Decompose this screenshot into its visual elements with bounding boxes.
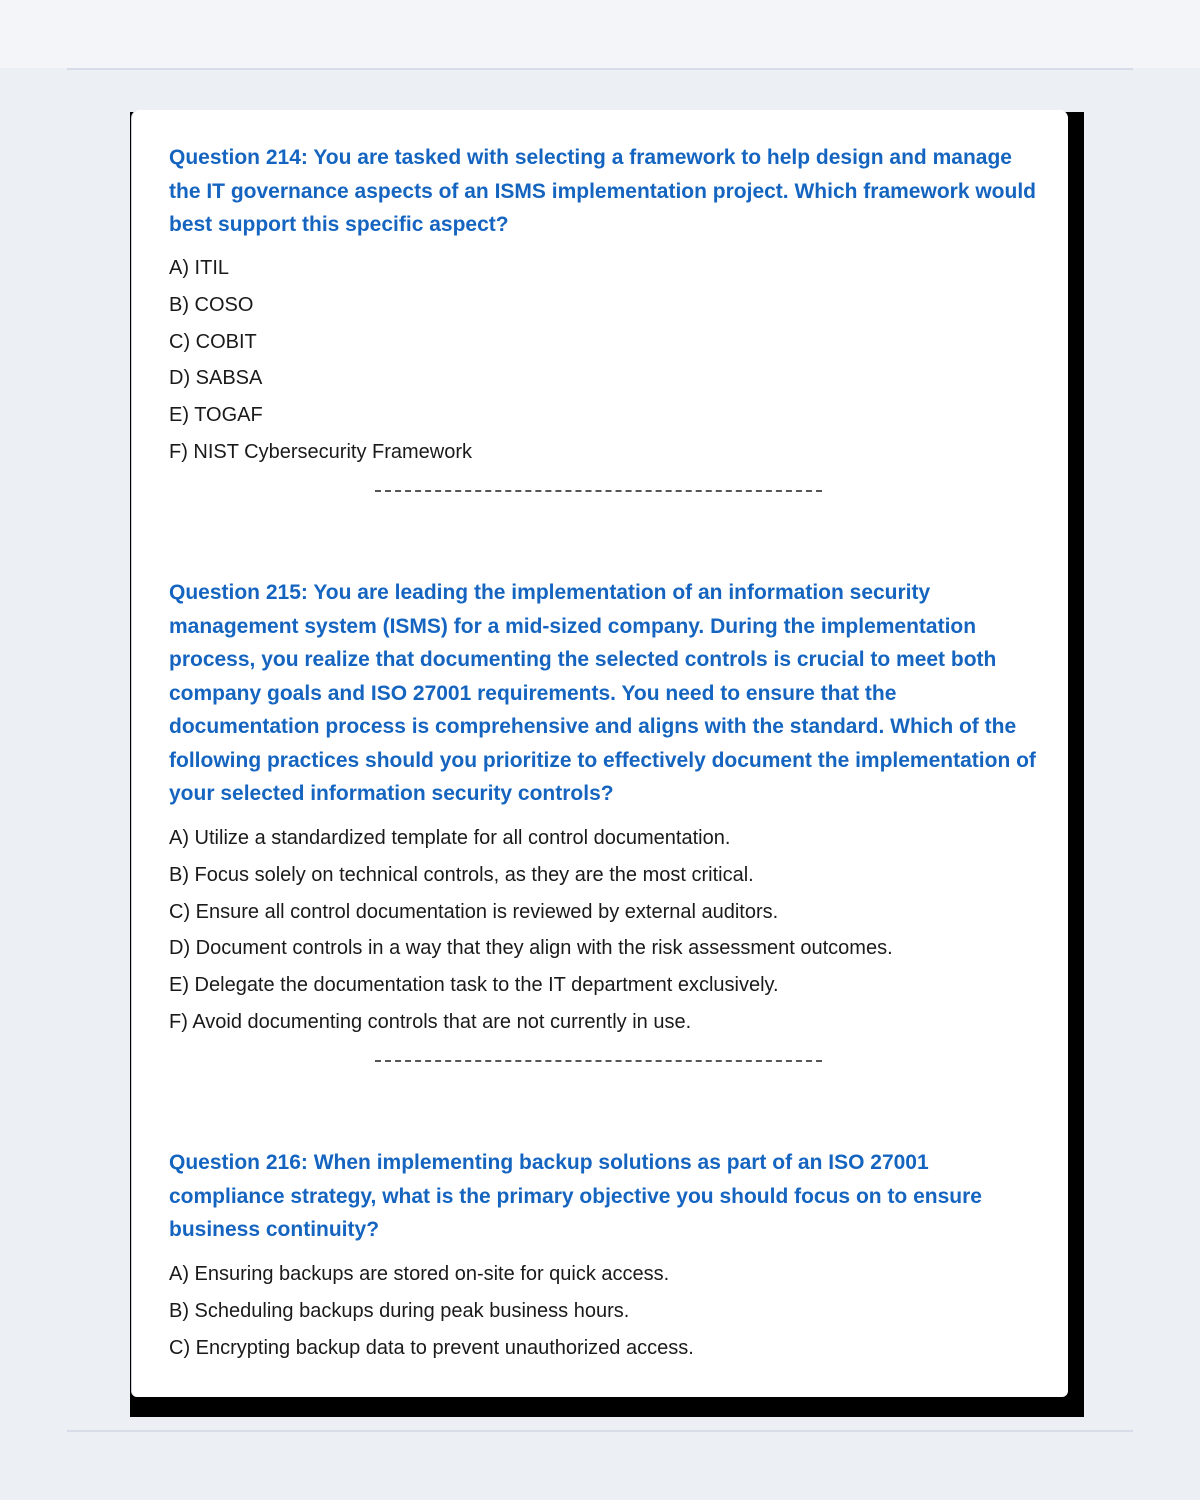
option-item: C) Encrypting backup data to prevent unauthorized access.	[169, 1336, 694, 1359]
option-item: F) NIST Cybersecurity Framework	[169, 440, 473, 463]
option-item: A) ITIL	[169, 257, 230, 279]
question-divider	[375, 490, 822, 492]
option-item: B) COSO	[169, 293, 254, 316]
question-216-text: Question 216: When implementing backup solutions as part of an ISO 27001 compliance strategy, what is the primary objective you should focus on to ensure business continuity?	[169, 1151, 982, 1241]
document-page[interactable]	[131, 110, 1068, 1397]
option-item: D) Document controls in a way that they align with the risk assessment outcomes.	[169, 937, 893, 960]
question-214-text: Question 214: You are tasked with selecting a framework to help design and manage the IT governance aspects of an ISMS implementation project. Which framework would best support this specific aspect?	[169, 146, 1036, 236]
option-item: D) SABSA	[169, 367, 263, 390]
option-item: E) Delegate the documentation task to the IT department exclusively.	[169, 974, 779, 997]
option-item: B) Scheduling backups during peak business hours.	[169, 1299, 630, 1322]
top-rule	[67, 68, 1133, 70]
option-item: A) Ensuring backups are stored on-site for quick access.	[169, 1263, 670, 1285]
option-item: B) Focus solely on technical controls, as they are the most critical.	[169, 863, 754, 886]
option-item: E) TOGAF	[169, 404, 263, 427]
bottom-rule	[67, 1430, 1133, 1432]
option-item: C) Ensure all control documentation is reviewed by external auditors.	[169, 900, 779, 923]
option-item: F) Avoid documenting controls that are not currently in use.	[169, 1010, 692, 1033]
option-item: C) COBIT	[169, 330, 257, 353]
question-216-options	[169, 1256, 1039, 1366]
option-item: A) Utilize a standardized template for all control documentation.	[169, 827, 731, 849]
viewer-top-bar	[0, 0, 1200, 68]
question-divider	[375, 1060, 822, 1062]
question-214-options	[169, 250, 1039, 471]
question-215-text: Question 215: You are leading the implementation of an information security management system (ISMS) for a mid-sized company. During the implementation process, you realize that documenting the selected controls is crucial to meet both company goals and ISO 27001 requirements. You need to ensure that the documentation process is comprehensive and aligns with the standard. Which of the following practices should you prioritize to effectively document the implementation of your selected information security controls?	[169, 581, 1036, 805]
question-215-options	[169, 820, 1039, 1041]
